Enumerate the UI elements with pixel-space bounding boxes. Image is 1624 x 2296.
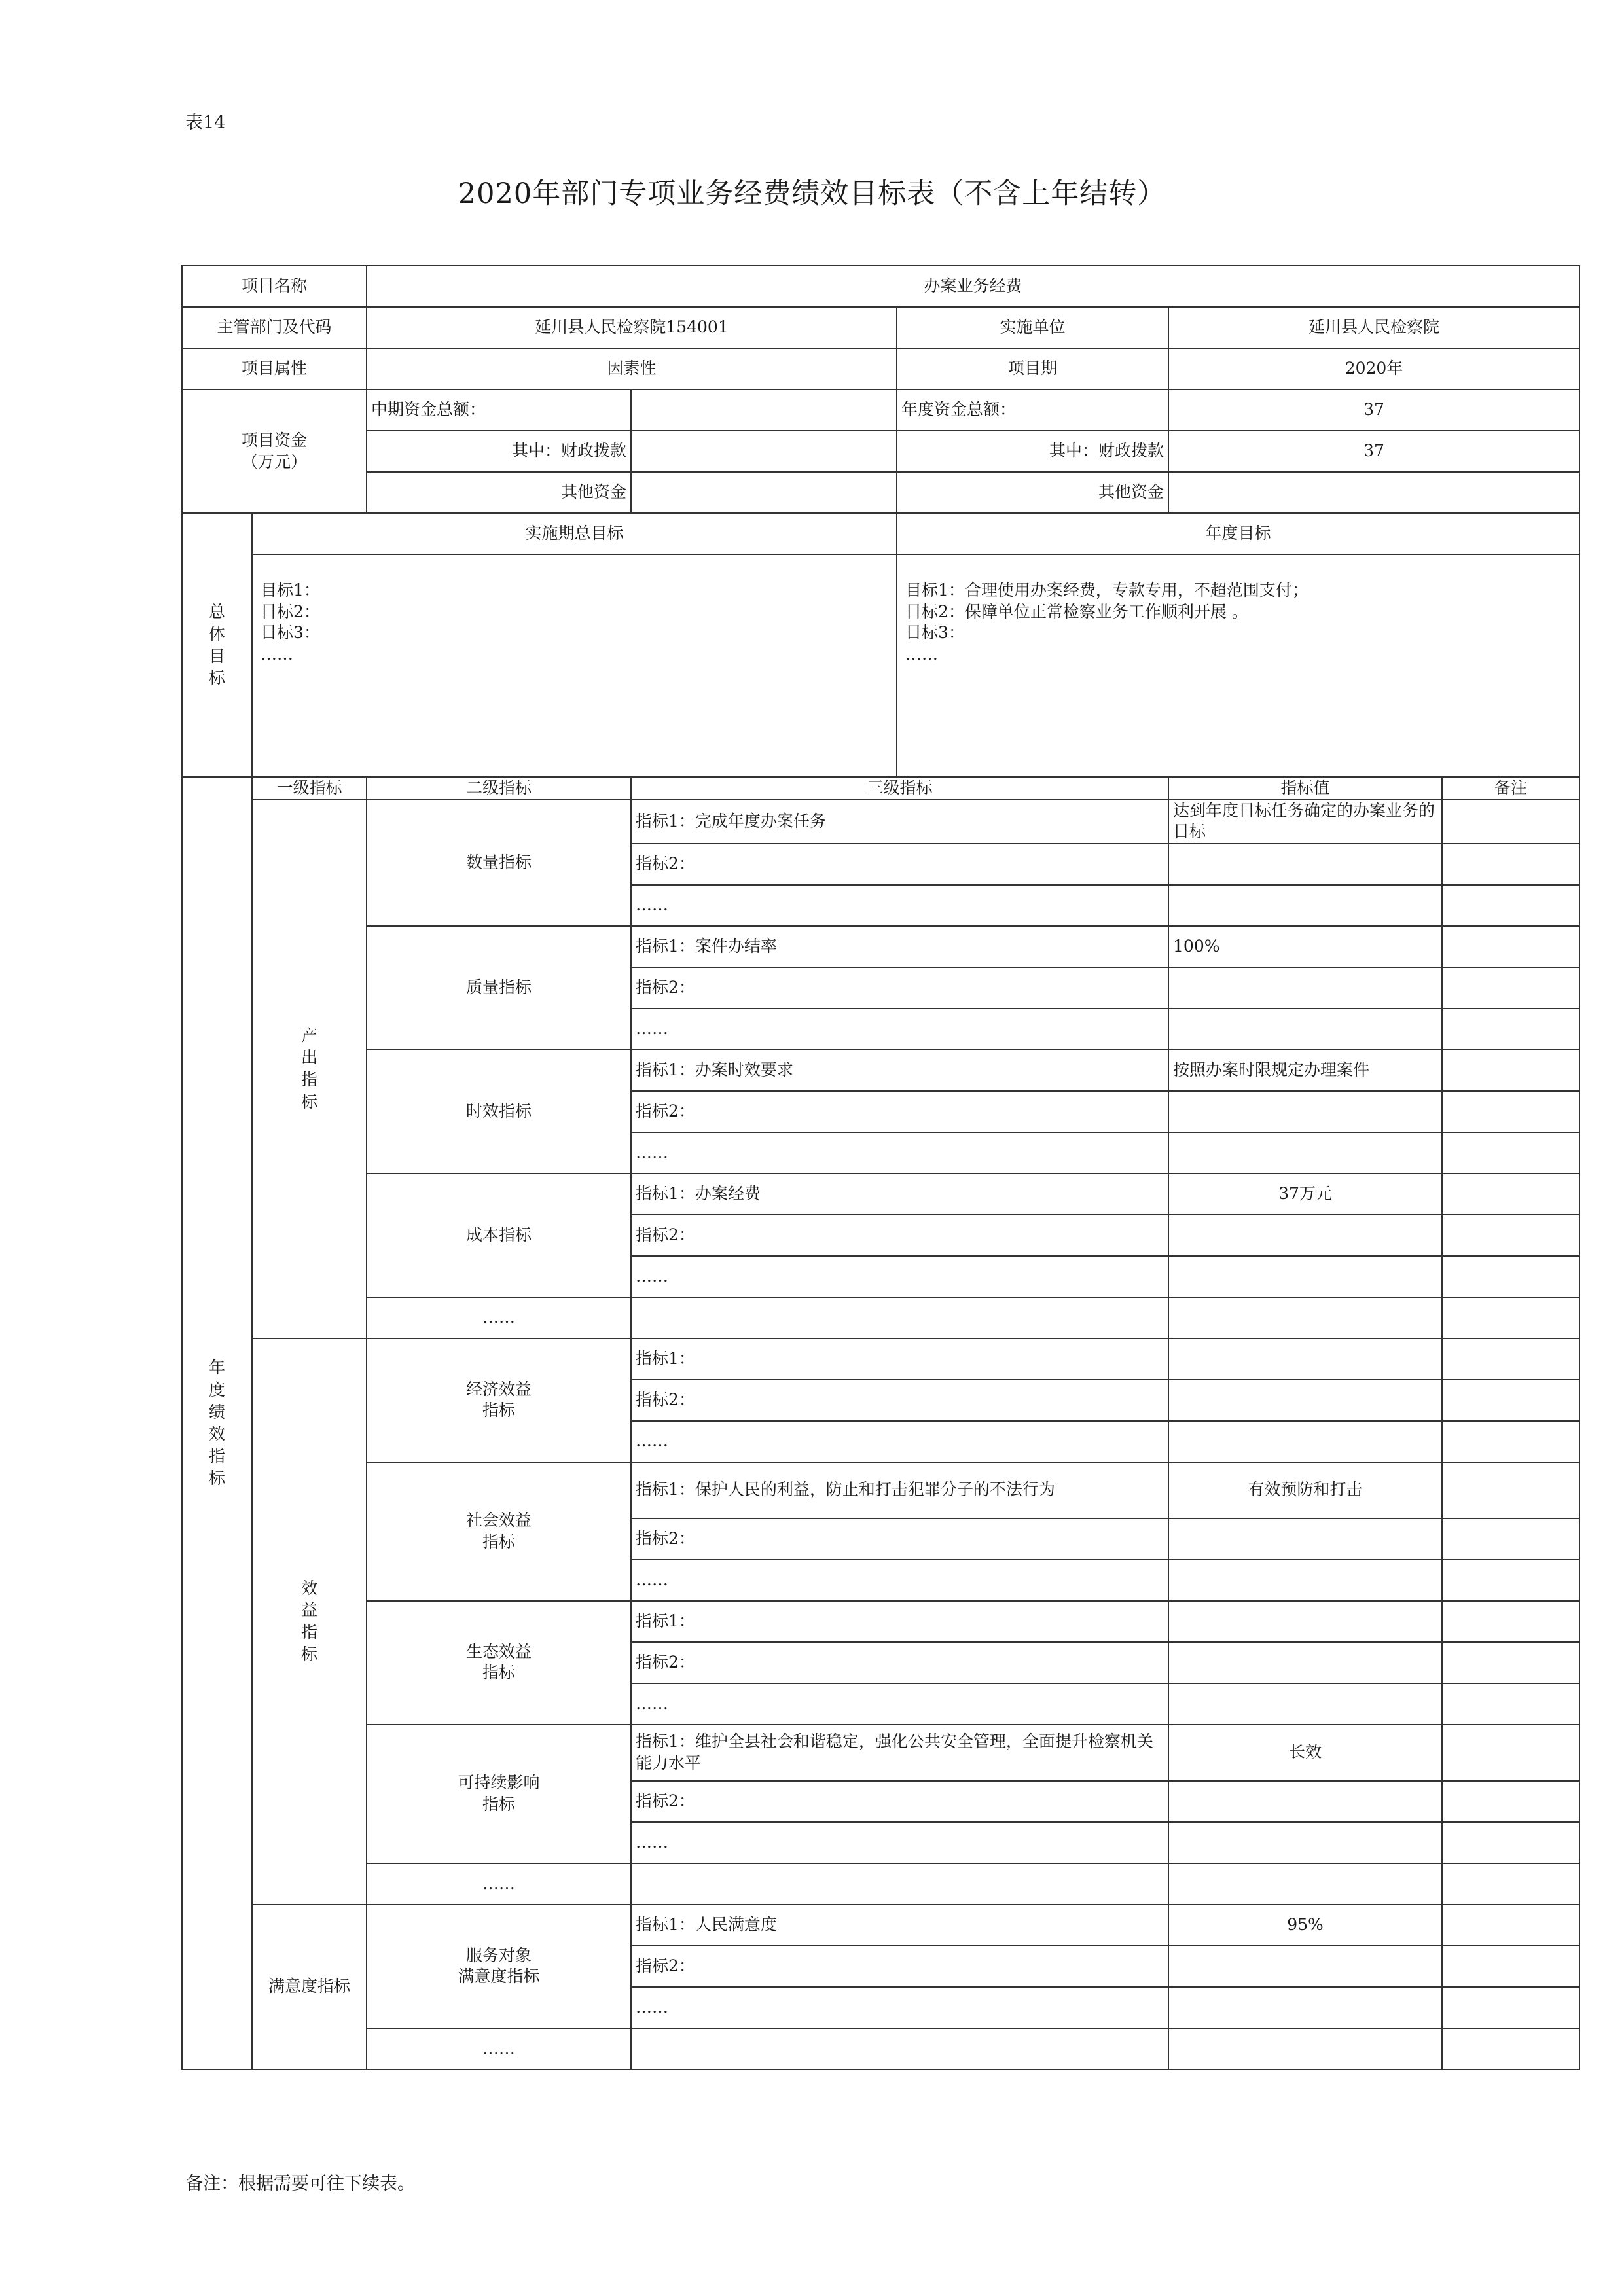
indicator-note	[1442, 800, 1579, 844]
period-label: 项目期	[897, 348, 1168, 389]
attr-label: 项目属性	[182, 348, 367, 389]
indicator-value: 达到年度目标任务确定的办案业务的目标	[1168, 800, 1442, 844]
overall-goals-side-label: 总体目标	[182, 513, 252, 777]
indicator-value	[1168, 1009, 1442, 1050]
indicator-cell: 指标1：	[631, 1338, 1168, 1380]
indicator-value	[1168, 1091, 1442, 1132]
sustainable-indicator-label: 可持续影响 指标	[367, 1725, 631, 1863]
annual-other-value	[1168, 472, 1579, 513]
indicator-note	[1442, 885, 1579, 926]
indicator-note	[1442, 1518, 1579, 1560]
indicator-cell: 指标1：完成年度办案任务	[631, 800, 1168, 844]
indicator-value	[1168, 1560, 1442, 1601]
indicator-note	[1442, 1174, 1579, 1215]
annual-goal-line: ……	[905, 644, 939, 664]
indicator-cell	[631, 2028, 1168, 2070]
social-indicator-label: 社会效益 指标	[367, 1462, 631, 1601]
indicator-cell: 指标2：	[631, 1380, 1168, 1421]
indicator-value	[1168, 1256, 1442, 1297]
indicator-value	[1168, 1421, 1442, 1462]
indicator-value	[1168, 1215, 1442, 1256]
indicator-note	[1442, 1421, 1579, 1462]
quantity-indicator-label: 数量指标	[367, 800, 631, 926]
indicator-value	[1168, 1781, 1442, 1822]
indicator-cell: ……	[631, 885, 1168, 926]
indicator-note	[1442, 1462, 1579, 1518]
output-more-label: ……	[367, 1297, 631, 1338]
indicator-value	[1168, 1642, 1442, 1683]
indicator-value: 95%	[1168, 1905, 1442, 1946]
indicator-cell: ……	[631, 1256, 1168, 1297]
attr-value: 因素性	[367, 348, 897, 389]
indicator-note	[1442, 1642, 1579, 1683]
indicator-cell: ……	[631, 1822, 1168, 1863]
indicator-cell: 指标2：	[631, 1091, 1168, 1132]
indicator-note	[1442, 1987, 1579, 2028]
indicator-note	[1442, 1946, 1579, 1987]
satisfaction-more-label: ……	[367, 2028, 631, 2070]
impl-unit-label: 实施单位	[897, 307, 1168, 348]
indicator-note	[1442, 967, 1579, 1009]
annual-indicators-side-label: 年度绩效指标	[182, 777, 252, 2070]
economic-indicator-label: 经济效益 指标	[367, 1338, 631, 1462]
indicator-cell: ……	[631, 1421, 1168, 1462]
indicator-note	[1442, 1905, 1579, 1946]
indicator-cell: 指标1：办案经费	[631, 1174, 1168, 1215]
indicator-value	[1168, 1987, 1442, 2028]
midterm-other-value	[631, 472, 897, 513]
indicator-value: 长效	[1168, 1725, 1442, 1781]
indicator-cell: 指标1：保护人民的利益，防止和打击犯罪分子的不法行为	[631, 1462, 1168, 1518]
indicator-cell: 指标2：	[631, 1215, 1168, 1256]
annual-goal-line: 目标2：保障单位正常检察业务工作顺利开展 。	[905, 601, 1248, 621]
satisfaction-indicators-label: 满意度指标	[252, 1905, 367, 2070]
ecological-indicator-label: 生态效益 指标	[367, 1601, 631, 1725]
indicator-value	[1168, 1863, 1442, 1905]
footnote: 备注：根据需要可往下续表。	[185, 2174, 415, 2194]
indicator-note	[1442, 1822, 1579, 1863]
indicator-note	[1442, 1297, 1579, 1338]
annual-goal-line: 目标3：	[905, 623, 965, 642]
dept-value: 延川县人民检察院154001	[367, 307, 897, 348]
indicator-cell: 指标2：	[631, 967, 1168, 1009]
annual-total-value: 37	[1168, 389, 1579, 431]
indicator-value	[1168, 1132, 1442, 1174]
indicator-cell: 指标1：人民满意度	[631, 1905, 1168, 1946]
indicator-value	[1168, 1380, 1442, 1421]
annual-total-label: 年度资金总额：	[897, 389, 1168, 431]
indicator-cell: 指标1：维护全县社会和谐稳定，强化公共安全管理，全面提升检察机关能力水平	[631, 1725, 1168, 1781]
indicator-cell: ……	[631, 1987, 1168, 2028]
period-goal-line: 目标2：	[261, 601, 320, 621]
indicator-note	[1442, 1683, 1579, 1725]
indicator-note	[1442, 1256, 1579, 1297]
impl-unit-value: 延川县人民检察院	[1168, 307, 1579, 348]
document-title: 2020年部门专项业务经费绩效目标表（不含上年结转）	[458, 177, 1166, 210]
indicator-cell: 指标2：	[631, 1642, 1168, 1683]
midterm-fiscal-label: 其中：财政拨款	[367, 431, 631, 472]
indicator-value	[1168, 1338, 1442, 1380]
indicator-cell: ……	[631, 1683, 1168, 1725]
annual-other-label: 其他资金	[897, 472, 1168, 513]
indicator-value	[1168, 2028, 1442, 2070]
indicator-value: 100%	[1168, 926, 1442, 967]
indicator-note	[1442, 1560, 1579, 1601]
indicator-cell: ……	[631, 1009, 1168, 1050]
header-level1: 一级指标	[252, 777, 367, 800]
indicator-note	[1442, 1050, 1579, 1091]
indicator-cell: 指标1：	[631, 1601, 1168, 1642]
benefit-indicators-label: 效益指标	[252, 1338, 367, 1905]
main-form	[181, 265, 1580, 2070]
indicator-value	[1168, 967, 1442, 1009]
output-indicators-label: 产出指标	[252, 800, 367, 1338]
indicator-note	[1442, 1725, 1579, 1781]
project-name-value: 办案业务经费	[367, 266, 1579, 307]
indicator-cell	[631, 1863, 1168, 1905]
table-number: 表14	[185, 113, 226, 133]
indicator-cell: 指标2：	[631, 1946, 1168, 1987]
header-level2: 二级指标	[367, 777, 631, 800]
indicator-cell: 指标2：	[631, 1781, 1168, 1822]
indicator-note	[1442, 1009, 1579, 1050]
indicator-cell: 指标1：办案时效要求	[631, 1050, 1168, 1091]
midterm-total-value	[631, 389, 897, 431]
indicator-value	[1168, 1683, 1442, 1725]
period-goal-line: 目标1：	[261, 581, 320, 600]
indicator-note	[1442, 1132, 1579, 1174]
annual-goal-content	[897, 554, 1579, 777]
header-level3: 三级指标	[631, 777, 1168, 800]
period-value: 2020年	[1168, 348, 1579, 389]
indicator-cell	[631, 1297, 1168, 1338]
indicator-value: 有效预防和打击	[1168, 1462, 1442, 1518]
annual-fiscal-value: 37	[1168, 431, 1579, 472]
indicator-note	[1442, 1601, 1579, 1642]
period-goal-line: ……	[261, 644, 293, 664]
indicator-note	[1442, 2028, 1579, 2070]
indicator-value: 37万元	[1168, 1174, 1442, 1215]
indicator-value	[1168, 1822, 1442, 1863]
annual-fiscal-label: 其中：财政拨款	[897, 431, 1168, 472]
indicator-note	[1442, 1781, 1579, 1822]
midterm-total-label: 中期资金总额：	[367, 389, 631, 431]
funds-label: 项目资金 （万元）	[182, 389, 367, 513]
header-value: 指标值	[1168, 777, 1442, 800]
indicator-note	[1442, 844, 1579, 885]
period-goal-header: 实施期总目标	[252, 513, 897, 554]
annual-goal-line: 目标1：合理使用办案经费，专款专用，不超范围支付；	[905, 581, 1308, 600]
dept-label: 主管部门及代码	[182, 307, 367, 348]
period-goal-line: 目标3：	[261, 623, 320, 642]
timeliness-indicator-label: 时效指标	[367, 1050, 631, 1174]
midterm-fiscal-value	[631, 431, 897, 472]
indicator-value	[1168, 844, 1442, 885]
indicator-value	[1168, 885, 1442, 926]
indicator-cell: ……	[631, 1132, 1168, 1174]
benefit-more-label: ……	[367, 1863, 631, 1905]
quality-indicator-label: 质量指标	[367, 926, 631, 1050]
project-name-label: 项目名称	[182, 266, 367, 307]
indicator-note	[1442, 1338, 1579, 1380]
indicator-value	[1168, 1518, 1442, 1560]
header-note: 备注	[1442, 777, 1579, 800]
midterm-other-label: 其他资金	[367, 472, 631, 513]
indicator-note	[1442, 1863, 1579, 1905]
indicator-note	[1442, 1091, 1579, 1132]
service-satisfaction-label: 服务对象 满意度指标	[367, 1905, 631, 2028]
indicator-cell: 指标2：	[631, 844, 1168, 885]
indicator-cell: 指标2：	[631, 1518, 1168, 1560]
indicator-value	[1168, 1946, 1442, 1987]
indicator-cell: 指标1：案件办结率	[631, 926, 1168, 967]
indicator-note	[1442, 1215, 1579, 1256]
annual-goal-header: 年度目标	[897, 513, 1579, 554]
indicator-cell: ……	[631, 1560, 1168, 1601]
period-goal-content	[252, 554, 897, 777]
cost-indicator-label: 成本指标	[367, 1174, 631, 1297]
indicator-value	[1168, 1601, 1442, 1642]
indicator-note	[1442, 926, 1579, 967]
indicator-value	[1168, 1297, 1442, 1338]
indicator-note	[1442, 1380, 1579, 1421]
indicator-value: 按照办案时限规定办理案件	[1168, 1050, 1442, 1091]
